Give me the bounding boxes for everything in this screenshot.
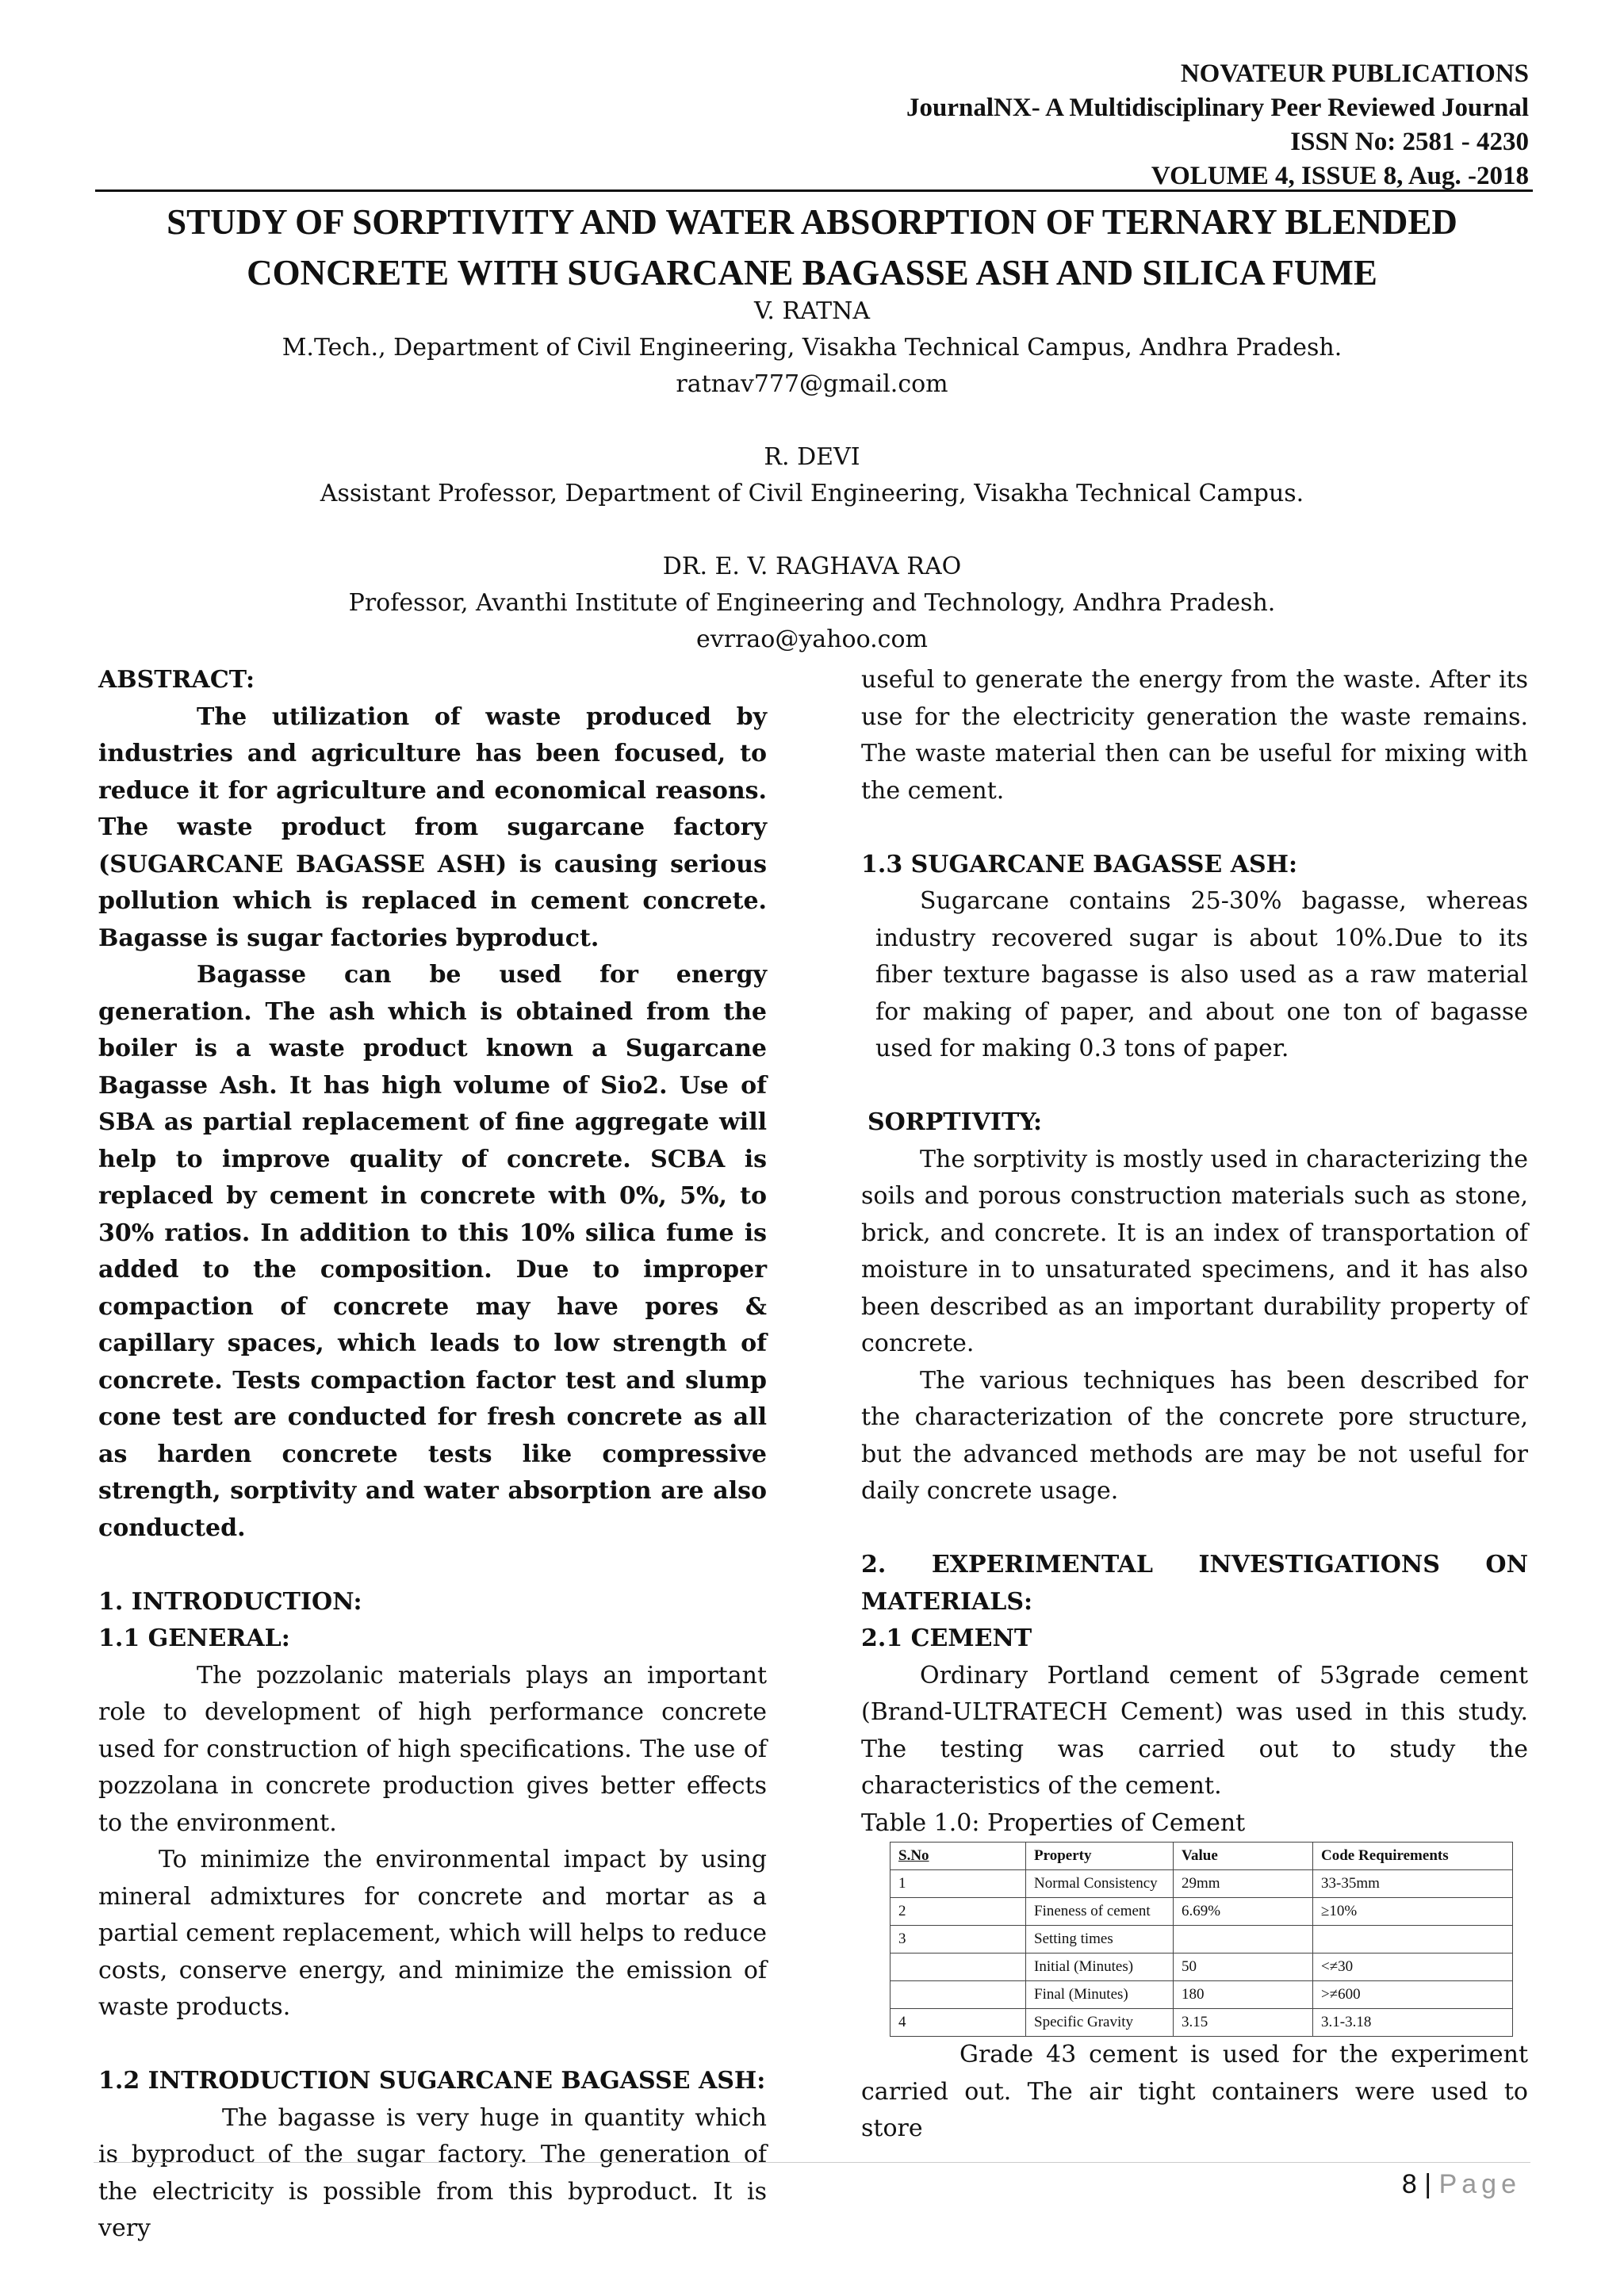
body-paragraph: useful to generate the energy from the waste. After its use for the electricity generation the waste remains. The waste material then can be useful for mixing with the cement. — [861, 666, 1528, 805]
left-column — [98, 662, 767, 2248]
section-heading-general: 1.1 GENERAL: — [98, 1624, 290, 1652]
table-cell: 3.1-3.18 — [1313, 2009, 1513, 2037]
table-cell: >≠600 — [1313, 1981, 1513, 2009]
table-header-row — [891, 1843, 1513, 1870]
title-line-1: STUDY OF SORPTIVITY AND WATER ABSORPTION OF TERNARY BLENDED — [167, 202, 1457, 242]
table-cell — [1313, 1926, 1513, 1954]
table-cell: 1 — [891, 1870, 1026, 1898]
publisher-name: NOVATEUR PUBLICATIONS — [1180, 59, 1529, 88]
table-cell: Final (Minutes) — [1026, 1981, 1174, 2009]
author-affiliation: Professor, Avanthi Institute of Engineering and Technology, Andhra Pradesh. — [348, 589, 1276, 617]
page-number — [1402, 2169, 1521, 2200]
table-cell: 6.69% — [1174, 1898, 1313, 1926]
page-label: Page — [1438, 2169, 1521, 2199]
table-row — [891, 1981, 1513, 2009]
table-header-cell: Property — [1026, 1843, 1174, 1870]
table-cell — [891, 1981, 1026, 2009]
author-affiliation: Assistant Professor, Department of Civil Engineering, Visakha Technical Campus. — [320, 480, 1304, 507]
volume-issue: VOLUME 4, ISSUE 8, Aug. -2018 — [1151, 162, 1529, 190]
table-cell: 4 — [891, 2009, 1026, 2037]
table-row — [891, 1954, 1513, 1981]
body-paragraph: The bagasse is very huge in quantity which is byproduct of the sugar factory. The generation of the electricity is possible from this byproduct. It is very — [98, 2103, 767, 2242]
table-cell: 33-35mm — [1313, 1870, 1513, 1898]
table-row — [891, 2009, 1513, 2037]
table-cell: 2 — [891, 1898, 1026, 1926]
page-number-separator: | — [1424, 2169, 1432, 2199]
body-paragraph: The pozzolanic materials plays an important role to development of high performance concrete used for construction of high specifications. The use of pozzolana in concrete production gives better effects to the environment. — [98, 1661, 767, 1837]
header-divider — [95, 189, 1533, 192]
table-caption: Table 1.0: Properties of Cement — [861, 1808, 1246, 1837]
section-heading-sba-intro: 1.2 INTRODUCTION SUGARCANE BAGASSE ASH: — [98, 2067, 766, 2095]
author-name: R. DEVI — [764, 443, 860, 471]
author-affiliation: M.Tech., Department of Civil Engineering, Visakha Technical Campus, Andhra Pradesh. — [282, 334, 1342, 362]
author-name: V. RATNA — [753, 297, 871, 325]
title-line-2: CONCRETE WITH SUGARCANE BAGASSE ASH AND SILICA FUME — [247, 253, 1377, 293]
footer-divider — [94, 2162, 1530, 2163]
author-email: evrrao@yahoo.com — [696, 626, 928, 653]
table-cell: 29mm — [1174, 1870, 1313, 1898]
table-cell: Specific Gravity — [1026, 2009, 1174, 2037]
section-heading-sba: 1.3 SUGARCANE BAGASSE ASH: — [861, 850, 1298, 878]
author-name: DR. E. V. RAGHAVA RAO — [662, 553, 962, 580]
table-cell: Initial (Minutes) — [1026, 1954, 1174, 1981]
journal-name: JournalNX- A Multidisciplinary Peer Reviewed Journal — [906, 94, 1529, 122]
body-paragraph: To minimize the environmental impact by using mineral admixtures for concrete and mortar as a partial cement replacement, which will helps to reduce costs, conserve energy, and minimize the emission of waste products. — [98, 1846, 767, 2021]
section-heading-sorptivity: SORPTIVITY: — [868, 1108, 1043, 1136]
section-heading-experimental: 2. EXPERIMENTAL INVESTIGATIONS ON MATERIALS: — [861, 1551, 1528, 1616]
right-column — [861, 662, 1528, 2148]
author-block — [95, 293, 1529, 658]
table-cell: ≥10% — [1313, 1898, 1513, 1926]
table-header-cell: S.No — [891, 1843, 1026, 1870]
section-heading-cement: 2.1 CEMENT — [861, 1624, 1032, 1652]
table-row — [891, 1926, 1513, 1954]
body-paragraph: Sugarcane contains 25-30% bagasse, whereas industry recovered sugar is about 10%.Due to its fiber texture bagasse is also used as a raw material for making of paper, and about one ton of bagasse used for making 0.3 tons of paper. — [875, 887, 1528, 1062]
table-header-cell: Value — [1174, 1843, 1313, 1870]
section-heading-introduction: 1. INTRODUCTION: — [98, 1587, 362, 1616]
paper-title — [95, 197, 1529, 298]
table-cell — [1174, 1926, 1313, 1954]
table-header-cell: Code Requirements — [1313, 1843, 1513, 1870]
table-cell: 50 — [1174, 1954, 1313, 1981]
table-row — [891, 1870, 1513, 1898]
table-cell: Fineness of cement — [1026, 1898, 1174, 1926]
table-cell: 180 — [1174, 1981, 1313, 2009]
body-paragraph: Grade 43 cement is used for the experiment carried out. The air tight containers were used to store — [861, 2041, 1528, 2142]
table-cell: 3.15 — [1174, 2009, 1313, 2037]
abstract-paragraph: The utilization of waste produced by industries and agriculture has been focused, to reduce it for agriculture and economical reasons. The waste product from sugarcane factory (SUGARCANE BAGASSE ASH) is causing serious pollution which is replaced in cement concrete. Bagasse is sugar factories byproduct. — [98, 702, 767, 952]
body-paragraph: Ordinary Portland cement of 53grade cement (Brand-ULTRATECH Cement) was used in this study. The testing was carried out to study the characteristics of the cement. — [861, 1661, 1528, 1800]
table-cell: Normal Consistency — [1026, 1870, 1174, 1898]
table-row — [891, 1898, 1513, 1926]
table-cell: <≠30 — [1313, 1954, 1513, 1981]
table-cell: Setting times — [1026, 1926, 1174, 1954]
abstract-heading: ABSTRACT: — [98, 666, 255, 694]
author-email: ratnav777@gmail.com — [676, 370, 948, 398]
page-number-value: 8 — [1401, 2169, 1417, 2199]
issn: ISSN No: 2581 - 4230 — [1290, 128, 1529, 156]
body-paragraph: The various techniques has been described for the characterization of the concrete pore structure, but the advanced methods are may be not useful for daily concrete usage. — [861, 1366, 1528, 1505]
journal-header — [577, 57, 1529, 193]
table-cell — [891, 1954, 1026, 1981]
table-cell: 3 — [891, 1926, 1026, 1954]
abstract-paragraph: Bagasse can be used for energy generation. The ash which is obtained from the boiler is a waste product known a Sugarcane Bagasse Ash. It has high volume of Sio2. Use of SBA as partial replacement of fine aggregate will help to improve quality of concrete. SCBA is replaced by cement in concrete with 0%, 5%, to 30% ratios. In addition to this 10% silica fume is added to the composition. Due to improper compaction of concrete may have pores & capillary spaces, which leads to low strength of concrete. Tests compaction factor test and slump cone test are conducted for fresh concrete as all as harden concrete tests like compressive strength, sorptivity and water absorption are also conducted. — [98, 961, 767, 1542]
cement-properties-table — [890, 1842, 1513, 2037]
body-paragraph: The sorptivity is mostly used in characterizing the soils and porous construction materials such as stone, brick, and concrete. It is an index of transportation of moisture in to unsaturated specimens, and it has also been described as an important durability property of concrete. — [861, 1145, 1528, 1357]
